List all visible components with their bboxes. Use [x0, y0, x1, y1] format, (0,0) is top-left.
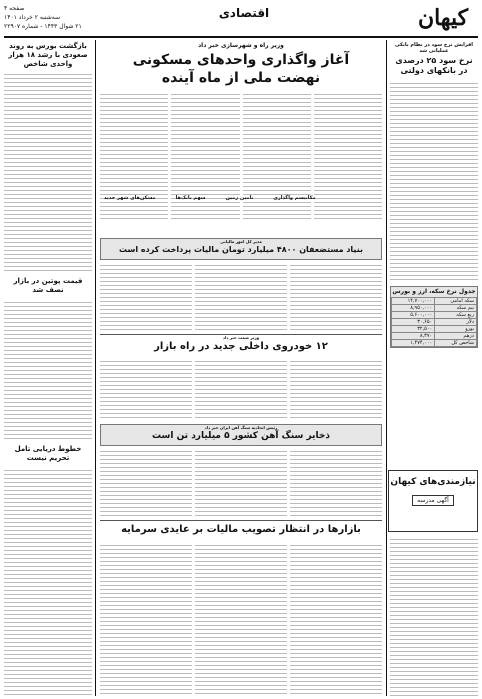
story-4-kicker: رئیس اتحادیه سنگ آهن ایران خبر داد [204, 425, 278, 430]
subhead: مکانیسم واگذاری [273, 195, 316, 201]
lead-text-col [171, 91, 239, 221]
subhead: سهم بانک‌ها [175, 195, 206, 201]
table-row [392, 326, 477, 333]
left-headline-1: بازگشت بورس به روند صعودی با رشد ۱۸ هزار واحدی شاخص [8, 42, 88, 68]
table-cell: درهم [435, 333, 477, 340]
price-table-title: جدول نرخ سکه، ارز و بورس [392, 288, 476, 295]
table-cell: ۳۰,۶۵۰ [392, 319, 435, 326]
story-4-body [100, 448, 382, 516]
table-cell: ۸,۳۷۰ [392, 333, 435, 340]
lead-body [100, 91, 382, 221]
table-cell: ۳۲,۵۰۰ [392, 326, 435, 333]
page-number: صفحه ۴ [4, 5, 25, 12]
story-4-text-col [100, 448, 192, 516]
left-column [4, 40, 92, 696]
story-2-kicker: مدیر کل امور مالیاتی [220, 239, 262, 244]
table-row [392, 312, 477, 319]
table-row [392, 305, 477, 312]
price-table [391, 297, 477, 347]
story-2-text-col [290, 262, 382, 330]
subhead-list [104, 195, 316, 201]
story-2-headline: بنیاد مستضعفان ۴۸۰۰ میلیارد تومان مالیات پرداخت کرده است [119, 245, 363, 254]
right-kicker: افزایش نرخ سود در نظام بانکی عملیاتی شد [394, 42, 473, 54]
issue-line: ۲۱ شوال ۱۴۴۳ - شماره ۲۲۹۰۷ [4, 23, 82, 30]
table-row [392, 340, 477, 347]
column-rule [386, 40, 387, 696]
lead-text-col [100, 91, 168, 221]
left-text-3 [4, 467, 92, 696]
story-4-text-col [195, 448, 287, 516]
table-cell: شاخص کل [435, 340, 477, 347]
story-5-text-col [100, 542, 192, 696]
story-4-text-col [290, 448, 382, 516]
issue-info [4, 4, 94, 31]
subhead: مسکن‌های شهر جدید [104, 195, 156, 201]
left-text-2 [4, 299, 92, 439]
story-5-headline: بازارها در انتظار تصویب مالیات بر عایدی سرمایه [121, 524, 361, 535]
masthead [4, 2, 478, 38]
story-3-text-col [195, 358, 287, 420]
story-3 [100, 334, 382, 355]
right-headline: نرخ سود ۲۵ درصدی در بانکهای دولتی [395, 56, 473, 75]
column-rule [95, 40, 96, 696]
date-line: سه‌شنبه ۲ خرداد ۱۴۰۱ [4, 14, 61, 21]
table-row [392, 333, 477, 340]
story-3-text-col [290, 358, 382, 420]
story-3-kicker: وزیر صمت خبر داد [222, 335, 260, 340]
table-cell: ۸,۹۵۰,۰۰۰ [392, 305, 435, 312]
classified-ad [388, 470, 478, 532]
subhead: تامین زمین [225, 195, 254, 201]
section-title: اقتصادی [218, 6, 270, 20]
table-cell: دلار [435, 319, 477, 326]
right-bottom-text [390, 536, 478, 696]
table-row [392, 319, 477, 326]
story-3-body [100, 358, 382, 420]
right-column [390, 40, 478, 460]
table-cell: نیم سکه [435, 305, 477, 312]
lead-headline: آغاز واگذاری واحدهای مسکونی نهضت ملی از ماه آینده [132, 52, 350, 86]
table-cell: ۱,۴۷۴,۰۰۰ [392, 340, 435, 347]
story-5-text-col [290, 542, 382, 696]
table-cell: یورو [435, 326, 477, 333]
table-cell: ۵,۶۰۰,۰۰۰ [392, 312, 435, 319]
table-cell: سکه امامی [435, 298, 477, 305]
table-cell: ربع سکه [435, 312, 477, 319]
lead-text-col [314, 91, 382, 221]
story-3-headline: ۱۲ خودروی داخلی جدید در راه بازار [154, 341, 328, 352]
lead-kicker: وزیر راه و شهرسازی خبر داد [198, 42, 284, 49]
story-5 [100, 520, 382, 539]
ad-label: آگهی مدرسه [412, 495, 454, 506]
story-4-box [100, 424, 382, 446]
left-headline-3: خطوط دریایی تامل تحریم نیست [14, 445, 82, 462]
left-headline-2: قیمت پوتین در بازار نصف شد [13, 277, 83, 294]
lead-text-col [243, 91, 311, 221]
table-cell: ۱۴,۷۰۰,۰۰۰ [392, 298, 435, 305]
story-2-box [100, 238, 382, 260]
story-5-text-col [195, 542, 287, 696]
story-3-text-col [100, 358, 192, 420]
table-row [392, 298, 477, 305]
price-table-box [390, 286, 478, 348]
ad-title: نیازمندی‌های کیهان [390, 477, 476, 487]
lead-story [100, 40, 382, 235]
story-2-text-col [100, 262, 192, 330]
story-4-headline: ذخایر سنگ آهن کشور ۵ میلیارد تن است [151, 431, 330, 441]
newspaper-logo: کیهان [417, 5, 469, 31]
right-body-text [390, 80, 478, 280]
story-5-body [100, 542, 382, 696]
story-2-text-col [195, 262, 287, 330]
left-text-1 [4, 71, 92, 271]
story-2-body [100, 262, 382, 330]
